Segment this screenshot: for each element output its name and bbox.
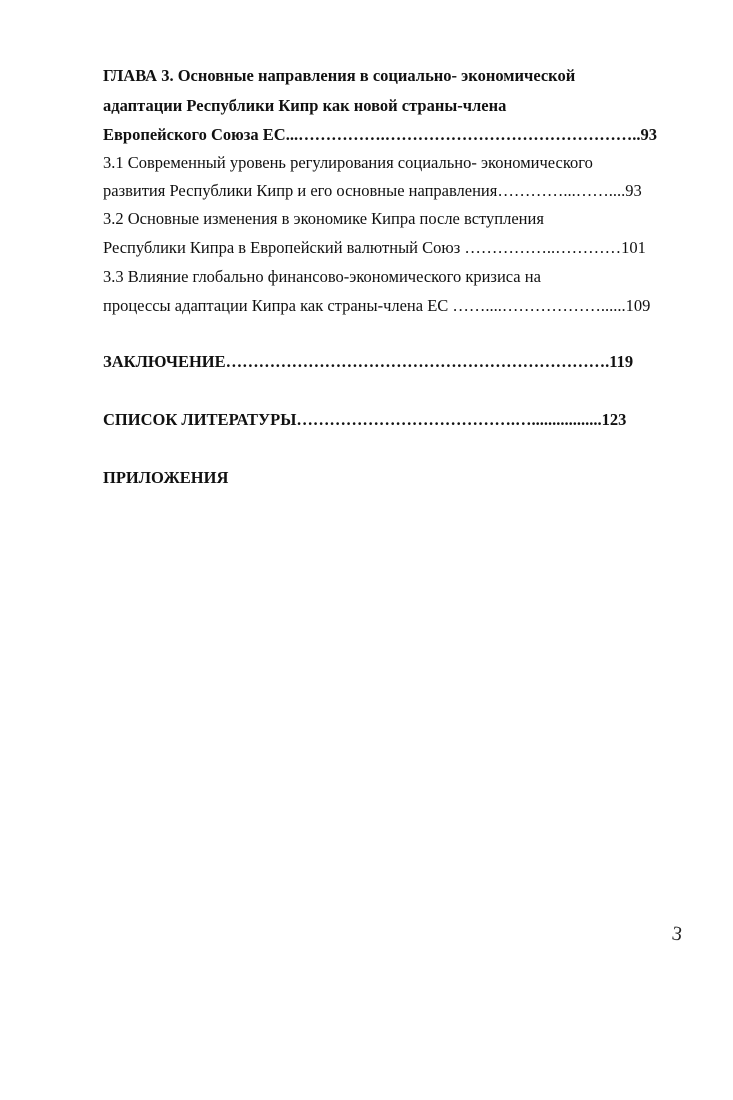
toc-chapter3-title-line1: ГЛАВА 3. Основные направления в социально- экономической — [103, 66, 576, 85]
toc-section-3-3-line2: процессы адаптации Кипра как страны-члена ЕС ……....………………......109 — [103, 296, 651, 315]
toc-bibliography: СПИСОК ЛИТЕРАТУРЫ………………………………….….................123 — [103, 410, 627, 429]
toc-conclusion: ЗАКЛЮЧЕНИЕ…………………………………………………………….119 — [103, 352, 634, 371]
toc-appendices: ПРИЛОЖЕНИЯ — [103, 468, 229, 487]
page-number: 3 — [670, 922, 684, 946]
toc-section-3-2-line1: 3.2 Основные изменения в экономике Кипра после вступления — [103, 209, 544, 228]
toc-section-3-3-line1: 3.3 Влияние глобально финансово-экономического кризиса на — [103, 267, 541, 286]
toc-section-3-1-line1: 3.1 Современный уровень регулирования социально- экономического — [103, 153, 593, 172]
toc-chapter3-title-line3: Европейского Союза ЕС...…………….………………………………………..93 — [103, 125, 657, 144]
toc-section-3-2-line2: Республики Кипра в Европейский валютный Союз ……………..…………101 — [103, 238, 646, 257]
toc-section-3-1-line2: развития Республики Кипр и его основные направления…………...……....93 — [103, 181, 642, 200]
toc-chapter3-title-line2: адаптации Республики Кипр как новой страны-члена — [103, 96, 507, 115]
